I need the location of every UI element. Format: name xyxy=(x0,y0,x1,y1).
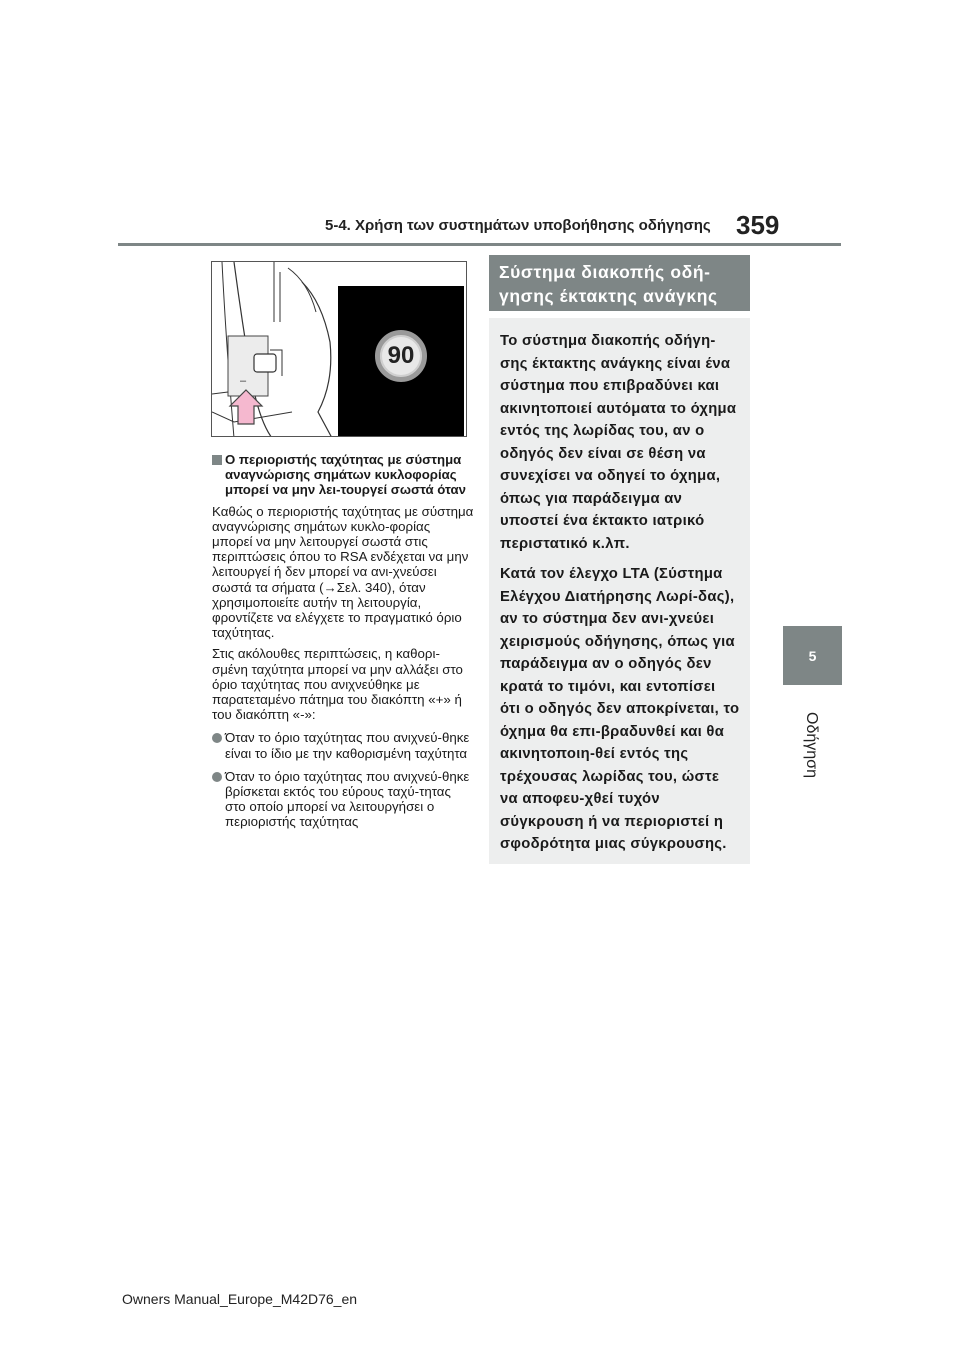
sidebar-paragraph-2: Κατά τον έλεγχο LTA (Σύστημα Ελέγχου Διατήρησης Λωρί-δας), αν το σύστημα δεν ανι-χνεύει χειρισμούς οδήγησης, όπως για παράδειγμα αν ο οδηγός δεν κρατά το τιμόνι, και εντοπίσει ότι ο οδηγός δεν αποκρίνεται, το όχημα θα επι-βραδυνθεί και θα ακινητοποιη-θεί εντός της τρέχουσας λωρίδας του, ώστε να αποφευ-χθεί τυχόν σύγκρουση ή να περιοριστεί η σφοδρότητα μιας σύγκρουσης. xyxy=(500,566,740,852)
note-heading xyxy=(212,452,474,498)
display-panel xyxy=(338,286,464,436)
list-item-text: Όταν το όριο ταχύτητας που ανιχνεύ-θηκε είναι το ίδιο με την καθορισμένη ταχύτητα xyxy=(225,730,470,761)
footer-text: Owners Manual_Europe_M42D76_en xyxy=(122,1291,358,1307)
note-heading-text: Ο περιοριστής ταχύτητας με σύστημα αναγνώρισης σημάτων κυκλοφορίας μπορεί να μην λει-τουργεί σωστά όταν xyxy=(225,452,466,498)
list-item xyxy=(212,769,474,830)
chapter-tab-number: 5 xyxy=(783,626,842,685)
chapter-tab-label: Οδήγηση xyxy=(803,712,820,778)
sidebar-paragraph-1: Το σύστημα διακοπής οδήγη-σης έκτακτης ανάγκης είναι ένα σύστημα που επιβραδύνει και ακινητοποιεί αυτόματα το όχημα εντός της λωρίδας του, αν ο οδηγός δεν είναι σε θέση να συνεχίσει να οδηγεί το όχημα, όπως για παράδειγμα αν υποστεί ένα έκτακτο ιατρικό περιστατικό κ.λπ. xyxy=(500,333,737,552)
note-section xyxy=(212,452,474,830)
page-number: 359 xyxy=(736,210,780,240)
section-title: 5-4. Χρήση των συστημάτων υποβοήθησης οδήγησης xyxy=(325,217,711,234)
list-item-text: Όταν το όριο ταχύτητας που ανιχνεύ-θηκε βρίσκεται εκτός του εύρους ταχύ-τητας στο οποίο μπορεί να λειτουργήσει ο περιοριστής ταχύτητας xyxy=(225,768,470,830)
header-divider xyxy=(118,243,841,246)
list-item xyxy=(212,730,474,760)
note-paragraph-2: Στις ακόλουθες περιπτώσεις, η καθορι-σμένη ταχύτητα μπορεί να μην αλλάξει στο όριο ταχύτητας που ανιχνεύθηκε με παρατεταμένο πάτημα του διακόπτη «+» ή του διακόπτη «-»: xyxy=(212,646,463,723)
square-bullet-icon xyxy=(212,455,222,465)
note-paragraph-1: Καθώς ο περιοριστής ταχύτητας με σύστημα αναγνώρισης σημάτων κυκλο-φορίας μπορεί να μην λειτουργεί σωστά στις περιπτώσεις όπου το RSA ενδέχεται να μην λειτουργεί ή δεν μπορεί να ανι-χνεύσει σωστά τα σήματα (→Σελ. 340), όταν χρησιμοποιείτε αυτήν τη λειτουργία, φροντίζετε να ελέγχετε το πραγματικό όριο ταχύτητας. xyxy=(212,503,474,641)
chapter-tab-label-box xyxy=(793,690,829,800)
circle-bullet-icon xyxy=(212,733,222,743)
sidebar-title: Σύστημα διακοπής οδή-γησης έκτακτης ανάγκης xyxy=(489,255,750,311)
speed-limit-sign: 90 xyxy=(375,330,427,382)
minus-switch-symbol: – xyxy=(240,375,247,387)
sidebar-box xyxy=(489,318,750,864)
circle-bullet-icon xyxy=(212,772,222,782)
steering-switch-figure xyxy=(211,261,467,437)
